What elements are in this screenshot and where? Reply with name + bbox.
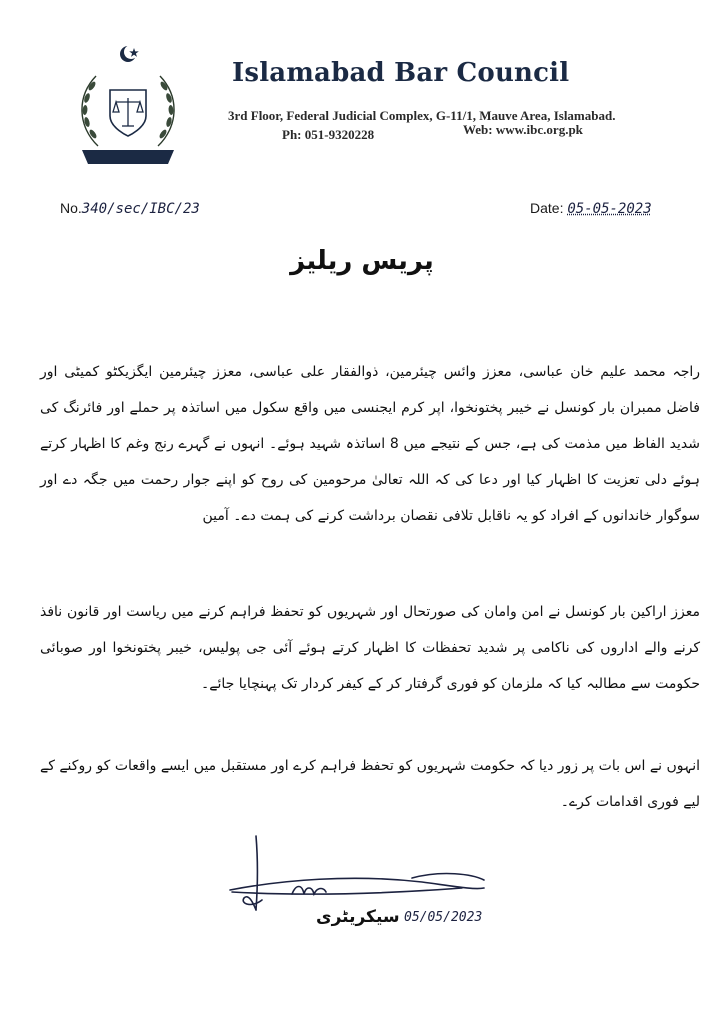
body-paragraph: راجہ محمد علیم خان عباسی، معزز وائس چیئرمین، ذوالفقار علی عباسی، معزز چیئرمین ایگزیکٹو کمیٹی اور فاضل ممبران بار کونسل نے خیبر پختونخوا، اپر کرم ایجنسی میں واقع سکول میں اساتذہ پر حملے اور فائرنگ کی شدید الفاظ میں مذمت کی ہے، جس کے نتیجے میں 8 اساتذہ شہید ہوئے۔ انہوں نے گہرے رنج وغم کا اظہار کرتے ہوئے دلی تعزیت کا اظہار کیا اور دعا کی کہ اللہ تعالیٰ مرحومین کی روح کو اپنے جوار رحمت میں جگہ دے اور سوگوار خاندانوں کے افراد کو یہ ناقابل تلافی نقصان برداشت کرنے کی ہمت دے۔ آمین [40, 364, 700, 524]
signatory-title: سیکریٹری [316, 907, 400, 927]
org-name: Islamabad Bar Council [232, 58, 570, 88]
reference-number [60, 200, 200, 217]
reference-date [530, 200, 652, 217]
reference-number-label: No. [60, 200, 82, 216]
org-website: Web: www.ibc.org.pk [463, 122, 583, 137]
reference-date-value: 05-05-2023 [567, 201, 652, 217]
body-paragraph: معزز اراکین بار کونسل نے امن وامان کی صورتحال اور شہریوں کو تحفظ فراہم کرنے میں ریاست اور قانون نافذ کرنے والے اداروں کی ناکامی پر شدید تحفظات کا اظہار کرتے ہوئے آئی جی پولیس، خیبر پختونخوا اور صوبائی حکومت سے مطالبہ کیا کہ ملزمان کو فوری گرفتار کر کے کیفر کردار تک پہنچایا جائے۔ [40, 604, 700, 692]
org-address: 3rd Floor, Federal Judicial Complex, G-11/1, Mauve Area, Islamabad. [228, 108, 616, 123]
reference-date-label: Date: [530, 200, 564, 216]
org-phone: Ph: 051-9320228 [282, 127, 375, 142]
body-paragraph: انہوں نے اس بات پر زور دیا کہ حکومت شہریوں کو تحفظ فراہم کرے اور مستقبل میں ایسے واقعات کو روکنے کے لیے فوری اقدامات کرے۔ [40, 758, 700, 810]
press-release-heading: پریس ریلیز [290, 246, 434, 276]
bar-council-logo [68, 42, 188, 172]
reference-number-value: 340/sec/IBC/23 [81, 201, 200, 217]
signature-date: 05/05/2023 [404, 910, 483, 925]
